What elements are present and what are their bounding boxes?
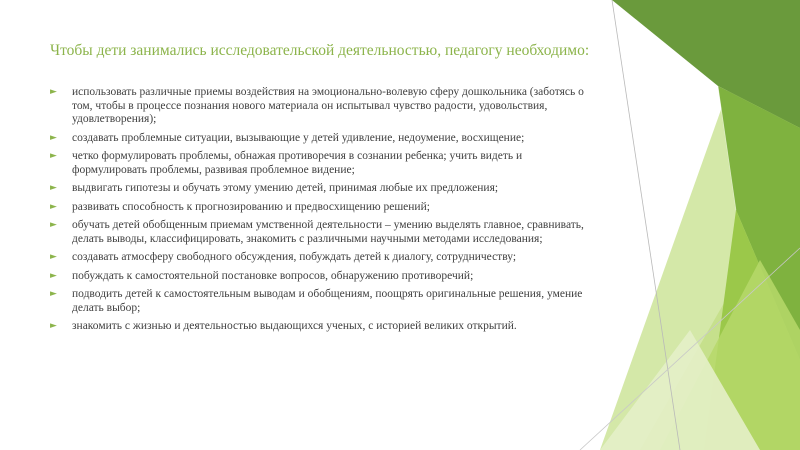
facet-dark-top: [612, 0, 800, 128]
bullet-arrow-icon: ►: [50, 87, 57, 97]
list-item-text: побуждать к самостоятельной постановке вопросов, обнаружению противоречий;: [72, 269, 474, 282]
list-item-text: знакомить с жизнью и деятельностью выдающихся ученых, с историей великих открытий.: [72, 320, 517, 332]
bullet-arrow-icon: ►: [50, 201, 57, 212]
list-item-text: обучать детей обобщенным приемам умственной деятельности – умению выделять главное, сравнивать, делать выводы, классифицировать, знакомить с различными научными методами исследования;: [72, 219, 584, 245]
bullet-arrow-icon: ►: [50, 220, 57, 230]
bullet-arrow-icon: ►: [50, 151, 57, 161]
list-item-text: четко формулировать проблемы, обнажая противоречия в сознании ребенка; учить видеть и формулировать проблемы, развивая проблемное видение;: [72, 150, 523, 176]
bullet-list: [50, 86, 595, 334]
list-item: [50, 270, 595, 284]
list-item: [50, 86, 595, 127]
list-item-text: развивать способность к прогнозированию и предвосхищению решений;: [72, 200, 430, 213]
bullet-arrow-icon: ►: [50, 321, 57, 331]
list-item: [50, 132, 595, 146]
bullet-arrow-icon: ►: [50, 252, 57, 262]
bullet-arrow-icon: ►: [50, 132, 57, 143]
list-item: [50, 201, 595, 215]
list-item: [50, 320, 595, 334]
list-item: [50, 150, 595, 177]
list-item-text: создавать атмосферу свободного обсуждения, побуждать детей к диалогу, сотрудничеству;: [72, 251, 517, 263]
list-item-text: создавать проблемные ситуации, вызывающие у детей удивление, недоумение, восхищение;: [72, 131, 525, 144]
list-item: [50, 219, 595, 246]
list-item: [50, 288, 595, 315]
bullet-arrow-icon: ►: [50, 183, 57, 193]
list-item-text: выдвигать гипотезы и обучать этому умению детей, принимая любые их предложения;: [72, 182, 499, 194]
list-item-text: подводить детей к самостоятельным выводам и обобщениям, поощрять оригинальные решения, умение делать выбор;: [72, 288, 583, 314]
slide-title: Чтобы дети занимались исследовательской деятельностью, педагогу необходимо:: [50, 42, 590, 59]
list-item-text: использовать различные приемы воздействия на эмоционально-волевую сферу дошкольника (заботясь о том, чтобы в процессе познания нового материала он испытывал чувство радости, удовольствия, удовлетворения);: [72, 86, 584, 125]
bullet-arrow-icon: ►: [50, 270, 57, 281]
bullet-arrow-icon: ►: [50, 289, 57, 299]
list-item: [50, 182, 595, 196]
list-item: [50, 251, 595, 265]
